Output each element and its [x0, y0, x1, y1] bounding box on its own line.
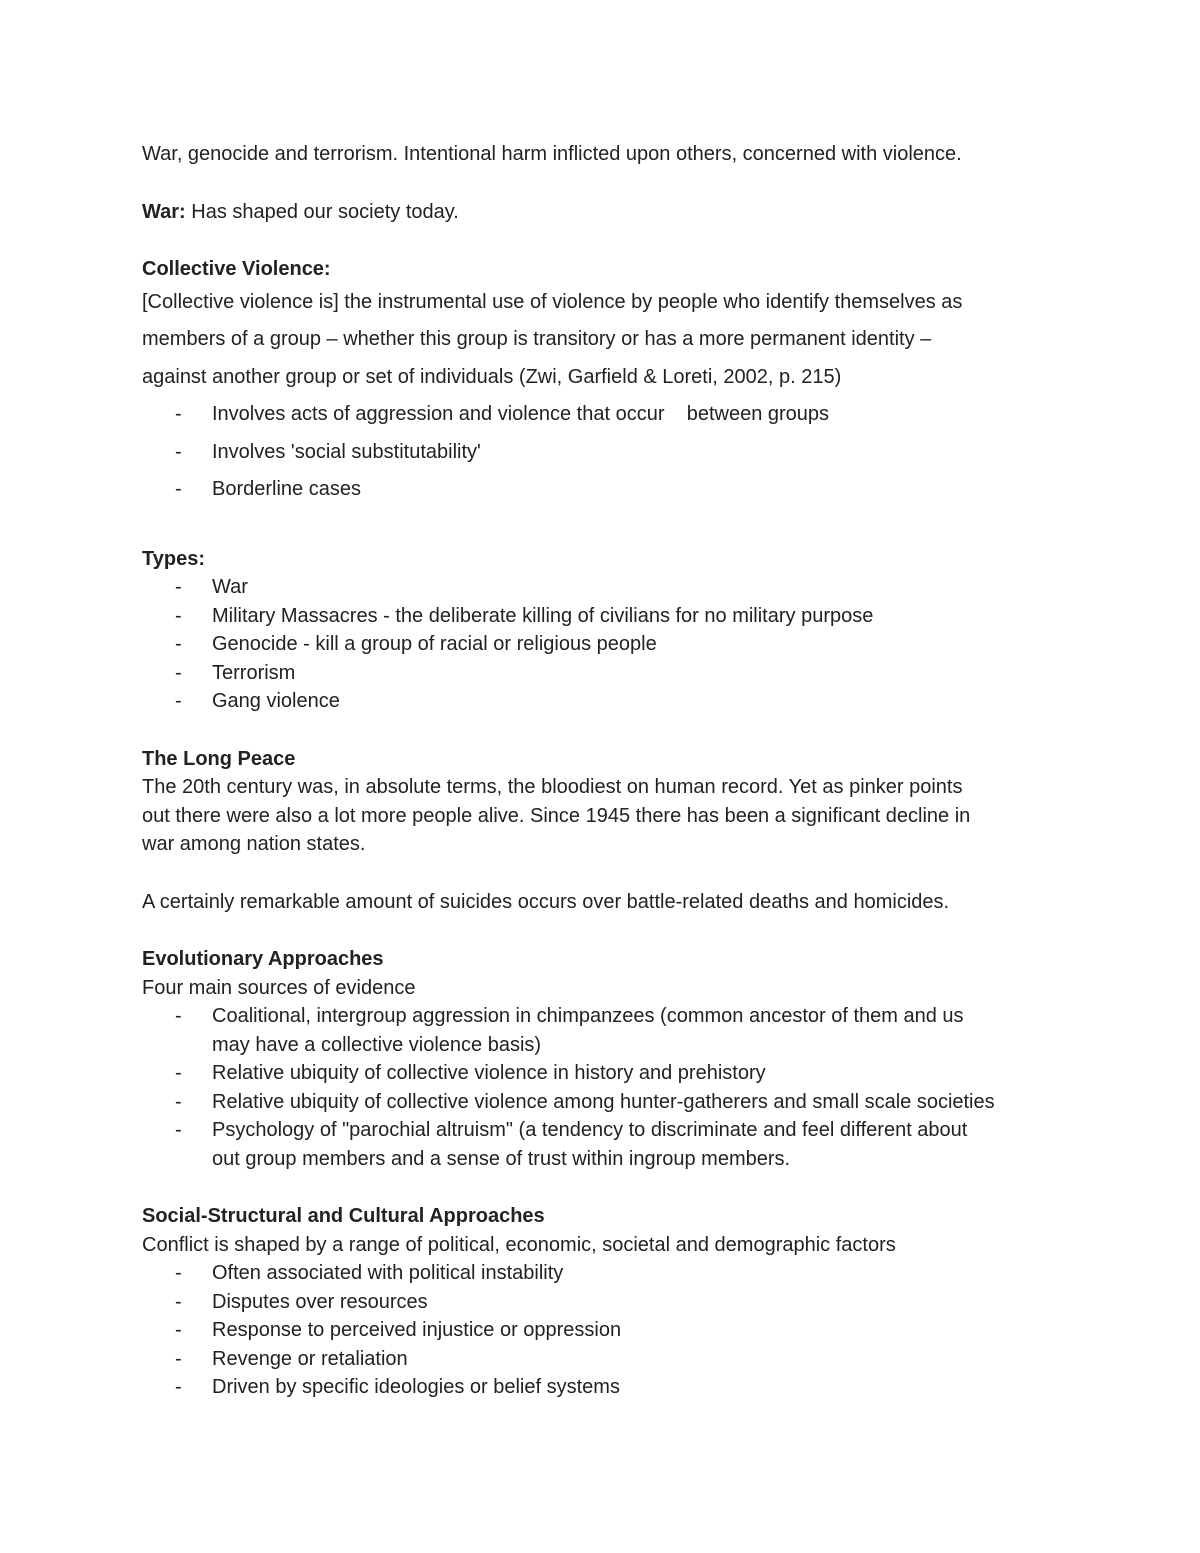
- list-item: [142, 1088, 1082, 1117]
- list-item-text: War: [212, 576, 248, 598]
- list-item-text: Relative ubiquity of collective violence among hunter-gatherers and small scale societies: [212, 1090, 995, 1113]
- collective-line: against another group or set of individuals (Zwi, Garfield & Loreti, 2002, p. 215): [142, 365, 842, 388]
- bullet-dash: -: [175, 1290, 182, 1313]
- spacer: [142, 1173, 1082, 1202]
- list-item-text: Coalitional, intergroup aggression in chimpanzees (common ancestor of them and us: [212, 1005, 964, 1027]
- bullet-dash: -: [175, 478, 182, 500]
- list-item: [142, 573, 1082, 602]
- bullet-dash: -: [175, 1347, 182, 1370]
- spacer: [142, 169, 1082, 198]
- evolutionary-intro: Four main sources of evidence: [142, 976, 416, 999]
- collective-line: members of a group – whether this group is transitory or has a more permanent identity –: [142, 328, 932, 350]
- evolutionary-heading: Evolutionary Approaches: [142, 948, 384, 970]
- social-bullet-list: [142, 1259, 1082, 1402]
- intro-paragraph: War, genocide and terrorism. Intentional harm inflicted upon others, concerned with violence.: [142, 143, 962, 165]
- bullet-dash: -: [175, 1090, 182, 1113]
- spacer: [142, 509, 1082, 545]
- spacer: [142, 916, 1082, 945]
- list-item: [142, 471, 1082, 509]
- spacer: [142, 226, 1082, 255]
- list-item: [142, 1116, 1082, 1173]
- list-item-text: Involves 'social substitutability': [212, 440, 481, 463]
- bullet-dash: -: [175, 1262, 182, 1284]
- list-item-text: Involves acts of aggression and violence that occur between groups: [212, 403, 830, 425]
- list-item-text: Terrorism: [212, 661, 296, 684]
- long-peace-line: out there were also a lot more people alive. Since 1945 there has been a significant decline in: [142, 804, 971, 827]
- list-item: [142, 1316, 1082, 1345]
- bullet-dash: -: [175, 440, 182, 463]
- long-peace-line: war among nation states.: [142, 833, 366, 855]
- spacer: [142, 859, 1082, 888]
- list-item-text: Military Massacres - the deliberate killing of civilians for no military purpose: [212, 604, 874, 627]
- bullet-dash: -: [175, 1005, 182, 1027]
- evolutionary-bullet-list: [142, 1002, 1082, 1173]
- long-peace-extra: A certainly remarkable amount of suicides occurs over battle-related deaths and homicides.: [142, 890, 950, 913]
- list-item: [142, 1345, 1082, 1374]
- bullet-dash: -: [175, 576, 182, 598]
- list-item: [142, 1002, 1082, 1059]
- list-item-text: Borderline cases: [212, 478, 361, 500]
- list-item: [142, 659, 1082, 688]
- social-intro: Conflict is shaped by a range of political, economic, societal and demographic factors: [142, 1233, 896, 1256]
- list-item-text: out group members and a sense of trust within ingroup members.: [212, 1147, 791, 1170]
- bullet-dash: -: [175, 1062, 182, 1084]
- war-label: War:: [142, 200, 186, 223]
- war-text: Has shaped our society today.: [185, 200, 459, 223]
- list-item-text: Often associated with political instability: [212, 1262, 564, 1284]
- bullet-dash: -: [175, 403, 182, 425]
- list-item: [142, 602, 1082, 631]
- bullet-dash: -: [175, 633, 182, 655]
- list-item-text: Relative ubiquity of collective violence in history and prehistory: [212, 1062, 766, 1084]
- bullet-dash: -: [175, 690, 182, 712]
- bullet-dash: -: [175, 661, 182, 684]
- long-peace-line: The 20th century was, in absolute terms, the bloodiest on human record. Yet as pinker points: [142, 776, 963, 798]
- list-item-text: Revenge or retaliation: [212, 1347, 408, 1370]
- bullet-dash: -: [175, 1319, 182, 1341]
- collective-line: [Collective violence is] the instrumental use of violence by people who identify themselves as: [142, 290, 963, 313]
- types-bullet-list: [142, 573, 1082, 716]
- list-item: [142, 1288, 1082, 1317]
- document-body: [142, 140, 1082, 1402]
- bullet-dash: -: [175, 604, 182, 627]
- list-item-text: may have a collective violence basis): [212, 1033, 542, 1056]
- list-item: [142, 1259, 1082, 1288]
- list-item: [142, 687, 1082, 716]
- list-item-text: Genocide - kill a group of racial or religious people: [212, 633, 657, 655]
- list-item: [142, 1373, 1082, 1402]
- list-item-text: Response to perceived injustice or oppression: [212, 1319, 622, 1341]
- social-heading: Social-Structural and Cultural Approaches: [142, 1205, 545, 1227]
- types-heading: Types:: [142, 547, 205, 570]
- list-item-text: Disputes over resources: [212, 1290, 428, 1313]
- list-item: [142, 1059, 1082, 1088]
- list-item: [142, 434, 1082, 472]
- list-item-text: Psychology of "parochial altruism" (a tendency to discriminate and feel different about: [212, 1119, 968, 1141]
- list-item: [142, 396, 1082, 434]
- collective-heading: Collective Violence:: [142, 258, 331, 280]
- list-item-text: Driven by specific ideologies or belief systems: [212, 1376, 620, 1398]
- bullet-dash: -: [175, 1119, 182, 1141]
- spacer: [142, 716, 1082, 745]
- bullet-dash: -: [175, 1376, 182, 1398]
- long-peace-heading: The Long Peace: [142, 747, 296, 770]
- collective-bullet-list: [142, 396, 1082, 509]
- war-paragraph: [142, 198, 1082, 227]
- list-item: [142, 630, 1082, 659]
- list-item-text: Gang violence: [212, 690, 340, 712]
